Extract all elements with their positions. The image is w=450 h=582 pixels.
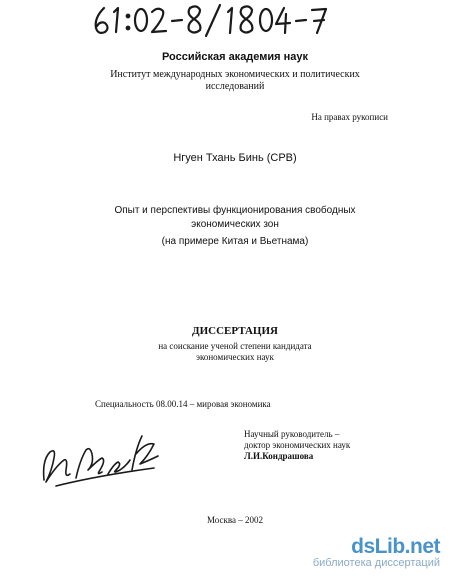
supervisor-block — [244, 429, 350, 462]
supervisor-role: Научный руководитель – — [244, 429, 340, 439]
site-watermark — [313, 535, 440, 569]
thesis-title-line-2: экономических зон — [191, 219, 279, 230]
institute-line-2: исследований — [205, 81, 265, 92]
city-year: Москва – 2002 — [207, 515, 263, 525]
supervisor-title: доктор экономических наук — [244, 440, 351, 450]
degree-line-2: экономических наук — [196, 352, 274, 362]
author-name: Нгуен Тхань Бинь (СРВ) — [173, 152, 297, 164]
handwritten-number-image — [88, 2, 338, 38]
supervisor-name: Л.И.Кондрашова — [244, 451, 314, 461]
handwritten-signature — [36, 430, 166, 490]
thesis-title — [60, 204, 410, 232]
thesis-title-line-1: Опыт и перспективы функционирования свободных — [114, 205, 356, 216]
specialty-line: Специальность 08.00.14 – мировая экономика — [95, 399, 271, 409]
thesis-subtitle: (на примере Китая и Вьетнама) — [161, 236, 309, 247]
degree-description — [60, 341, 410, 363]
rights-note: На правах рукописи — [311, 112, 388, 122]
signature-image — [36, 430, 166, 490]
handwritten-catalog-number — [88, 2, 338, 38]
academy-name: Российская академия наук — [161, 51, 309, 63]
watermark-logo: dsLib.net — [351, 535, 440, 558]
institute-name — [60, 69, 410, 93]
degree-line-1: на соискание ученой степени кандидата — [158, 341, 312, 351]
document-type: ДИССЕРТАЦИЯ — [192, 325, 278, 337]
institute-line-1: Институт международных экономических и политических — [110, 69, 360, 80]
watermark-caption: библиотека диссертаций — [312, 557, 440, 569]
